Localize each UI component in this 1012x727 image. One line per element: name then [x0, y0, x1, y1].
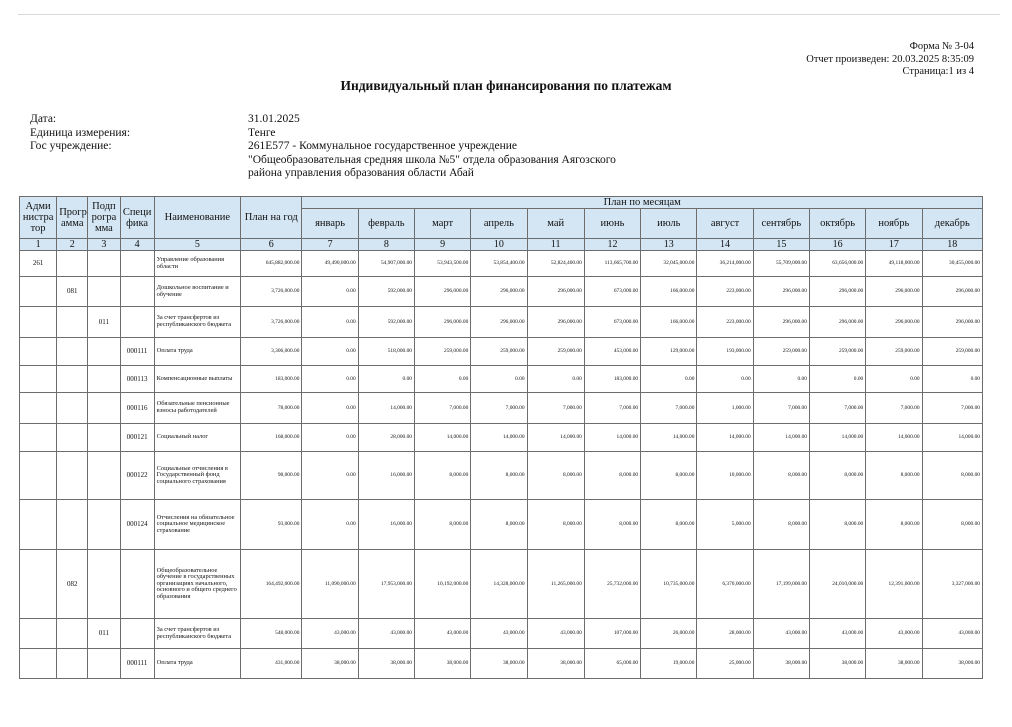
month-plan-cell: 296,000.00 [414, 307, 470, 338]
month-plan-cell: 0.00 [414, 366, 470, 393]
month-plan-cell: 296,000.00 [753, 307, 809, 338]
month-plan-cell: 8,000.00 [922, 452, 982, 500]
year-plan-cell: 645,882,000.00 [241, 251, 302, 277]
month-plan-cell: 10,000.00 [697, 452, 753, 500]
month-plan-cell: 0.00 [809, 366, 865, 393]
month-plan-cell: 38,000.00 [527, 649, 584, 679]
month-plan-cell: 43,000.00 [753, 619, 809, 649]
month-plan-cell: 49,490,000.00 [302, 251, 358, 277]
table-row [20, 649, 983, 679]
month-plan-cell: 43,000.00 [358, 619, 414, 649]
admin-cell: 261 [20, 251, 57, 277]
month-plan-cell: 296,000.00 [809, 307, 865, 338]
admin-cell [20, 500, 57, 550]
month-plan-cell: 11,090,000.00 [302, 550, 358, 619]
month-plan-cell: 0.00 [358, 366, 414, 393]
month-plan-cell: 7,000.00 [527, 393, 584, 424]
date-label: Дата: [30, 113, 57, 125]
month-plan-cell: 38,000.00 [922, 649, 982, 679]
month-plan-cell: 296,000.00 [922, 277, 982, 307]
month-header: март [414, 209, 470, 239]
month-plan-cell: 592,000.00 [358, 277, 414, 307]
month-plan-cell: 0.00 [302, 338, 358, 366]
month-plan-cell: 26,000.00 [641, 619, 697, 649]
table-row [20, 338, 983, 366]
program-cell [57, 500, 88, 550]
name-cell: За счет трансфертов из республиканского бюджета [154, 619, 240, 649]
month-plan-cell: 296,000.00 [471, 307, 527, 338]
month-plan-cell: 53,943,500.00 [414, 251, 470, 277]
month-plan-cell: 8,000.00 [809, 452, 865, 500]
month-plan-cell: 38,000.00 [866, 649, 922, 679]
org-line-2: "Общеобразовательная средняя школа №5" отдела образования Аягозского [248, 153, 616, 166]
program-cell [57, 393, 88, 424]
month-header: май [527, 209, 584, 239]
month-plan-cell: 259,000.00 [866, 338, 922, 366]
program-cell [57, 452, 88, 500]
month-header: февраль [358, 209, 414, 239]
month-plan-cell: 8,000.00 [753, 500, 809, 550]
report-produced: Отчет произведен: 20.03.2025 8:35:09 [806, 53, 974, 65]
column-number: 6 [241, 239, 302, 251]
program-cell [57, 251, 88, 277]
top-divider [18, 14, 1000, 15]
unit-label: Единица измерения: [30, 126, 131, 139]
month-header: ноябрь [866, 209, 922, 239]
month-plan-cell: 0.00 [471, 366, 527, 393]
month-plan-cell: 14,000.00 [753, 424, 809, 452]
name-cell: Оплата труда [154, 649, 240, 679]
col-admin-header: Адми нистра тор [20, 197, 57, 239]
month-plan-cell: 259,000.00 [471, 338, 527, 366]
month-plan-cell: 673,000.00 [584, 307, 640, 338]
month-plan-cell: 296,000.00 [414, 277, 470, 307]
column-number: 4 [120, 239, 154, 251]
spec-cell [120, 277, 154, 307]
month-header: октябрь [809, 209, 865, 239]
month-plan-cell: 10,192,000.00 [414, 550, 470, 619]
column-number: 13 [641, 239, 697, 251]
program-cell [57, 649, 88, 679]
column-number: 5 [154, 239, 240, 251]
month-plan-cell: 259,000.00 [753, 338, 809, 366]
table-row [20, 500, 983, 550]
admin-cell [20, 550, 57, 619]
month-plan-cell: 14,000.00 [697, 424, 753, 452]
month-plan-cell: 296,000.00 [471, 277, 527, 307]
month-plan-cell: 0.00 [302, 307, 358, 338]
month-plan-cell: 17,199,000.00 [753, 550, 809, 619]
program-cell: 081 [57, 277, 88, 307]
month-plan-cell: 0.00 [641, 366, 697, 393]
month-plan-cell: 0.00 [302, 393, 358, 424]
month-plan-cell: 193,000.00 [697, 338, 753, 366]
month-plan-cell: 38,000.00 [809, 649, 865, 679]
year-plan-cell: 548,000.00 [241, 619, 302, 649]
month-plan-cell: 8,000.00 [584, 452, 640, 500]
column-number: 14 [697, 239, 753, 251]
month-plan-cell: 16,000.00 [358, 500, 414, 550]
month-plan-cell: 43,000.00 [414, 619, 470, 649]
month-plan-cell: 55,709,000.00 [753, 251, 809, 277]
month-plan-cell: 8,000.00 [471, 452, 527, 500]
subprogram-cell [88, 277, 120, 307]
month-plan-cell: 38,000.00 [471, 649, 527, 679]
month-plan-cell: 32,045,000.00 [641, 251, 697, 277]
column-number: 11 [527, 239, 584, 251]
month-plan-cell: 3,327,000.00 [922, 550, 982, 619]
month-plan-cell: 63,656,000.00 [809, 251, 865, 277]
month-plan-cell: 38,000.00 [414, 649, 470, 679]
month-plan-cell: 65,000.00 [584, 649, 640, 679]
program-cell: 082 [57, 550, 88, 619]
month-header: июнь [584, 209, 640, 239]
year-plan-cell: 78,000.00 [241, 393, 302, 424]
month-plan-cell: 673,000.00 [584, 277, 640, 307]
month-plan-cell: 7,000.00 [922, 393, 982, 424]
subprogram-cell [88, 649, 120, 679]
subprogram-cell [88, 393, 120, 424]
table-row [20, 550, 983, 619]
month-plan-cell: 0.00 [866, 366, 922, 393]
month-plan-cell: 8,000.00 [922, 500, 982, 550]
month-plan-cell: 166,000.00 [641, 307, 697, 338]
month-plan-cell: 113,665,700.00 [584, 251, 640, 277]
month-plan-cell: 8,000.00 [527, 500, 584, 550]
name-cell: Социальные отчисления в Государственный фонд социального страхования [154, 452, 240, 500]
month-plan-cell: 17,953,000.00 [358, 550, 414, 619]
month-plan-cell: 19,000.00 [641, 649, 697, 679]
month-plan-cell: 25,000.00 [697, 649, 753, 679]
month-plan-cell: 43,000.00 [922, 619, 982, 649]
program-cell [57, 424, 88, 452]
month-plan-cell: 166,000.00 [641, 277, 697, 307]
month-plan-cell: 0.00 [302, 424, 358, 452]
spec-cell: 000116 [120, 393, 154, 424]
year-plan-cell: 164,492,000.00 [241, 550, 302, 619]
column-number: 1 [20, 239, 57, 251]
column-number: 16 [809, 239, 865, 251]
month-plan-cell: 8,000.00 [414, 452, 470, 500]
name-cell: Компенсационные выплаты [154, 366, 240, 393]
month-plan-cell: 43,000.00 [866, 619, 922, 649]
month-plan-cell: 28,000.00 [697, 619, 753, 649]
month-plan-cell: 296,000.00 [866, 307, 922, 338]
month-plan-cell: 8,000.00 [753, 452, 809, 500]
table-row [20, 452, 983, 500]
table-row [20, 366, 983, 393]
name-cell: Обязательные пенсионные взносы работодателей [154, 393, 240, 424]
column-number: 2 [57, 239, 88, 251]
month-plan-cell: 592,000.00 [358, 307, 414, 338]
spec-cell: 000111 [120, 338, 154, 366]
spec-cell: 000122 [120, 452, 154, 500]
month-plan-cell: 14,000.00 [527, 424, 584, 452]
month-plan-cell: 8,000.00 [866, 500, 922, 550]
year-plan-cell: 98,000.00 [241, 452, 302, 500]
table-row [20, 424, 983, 452]
subprogram-cell [88, 338, 120, 366]
name-cell: Отчисления на обязательное социальное медицинское страхование [154, 500, 240, 550]
spec-cell: 000113 [120, 366, 154, 393]
subprogram-cell [88, 550, 120, 619]
admin-cell [20, 649, 57, 679]
year-plan-cell: 183,000.00 [241, 366, 302, 393]
month-plan-cell: 0.00 [922, 366, 982, 393]
month-plan-cell: 8,000.00 [527, 452, 584, 500]
month-plan-cell: 7,000.00 [866, 393, 922, 424]
month-plan-cell: 49,118,000.00 [866, 251, 922, 277]
column-number: 7 [302, 239, 358, 251]
month-plan-cell: 14,000.00 [584, 424, 640, 452]
name-cell: Дошкольное воспитание и обучение [154, 277, 240, 307]
spec-cell [120, 307, 154, 338]
month-plan-cell: 14,000.00 [358, 393, 414, 424]
column-number: 10 [471, 239, 527, 251]
month-plan-cell: 0.00 [302, 500, 358, 550]
table-row [20, 251, 983, 277]
date-value: 31.01.2025 [248, 113, 300, 125]
name-cell: За счет трансфертов из республиканского бюджета [154, 307, 240, 338]
meta-date-row [30, 113, 648, 127]
name-cell: Управление образования области [154, 251, 240, 277]
spec-cell: 000124 [120, 500, 154, 550]
admin-cell [20, 619, 57, 649]
name-cell: Социальный налог [154, 424, 240, 452]
spec-cell [120, 251, 154, 277]
name-cell: Оплата труда [154, 338, 240, 366]
month-plan-cell: 453,000.00 [584, 338, 640, 366]
document-meta [30, 113, 648, 181]
month-plan-cell: 52,824,400.00 [527, 251, 584, 277]
month-plan-cell: 30,455,000.00 [922, 251, 982, 277]
subprogram-cell [88, 452, 120, 500]
subprogram-cell [88, 251, 120, 277]
month-plan-cell: 8,000.00 [809, 500, 865, 550]
month-plan-cell: 8,000.00 [866, 452, 922, 500]
year-plan-cell: 431,000.00 [241, 649, 302, 679]
month-plan-cell: 38,000.00 [302, 649, 358, 679]
year-plan-cell: 93,000.00 [241, 500, 302, 550]
subprogram-cell [88, 424, 120, 452]
month-plan-cell: 296,000.00 [866, 277, 922, 307]
month-plan-cell: 14,000.00 [866, 424, 922, 452]
month-plan-cell: 8,000.00 [584, 500, 640, 550]
month-plan-cell: 14,328,000.00 [471, 550, 527, 619]
month-plan-cell: 7,000.00 [753, 393, 809, 424]
month-plan-cell: 0.00 [302, 366, 358, 393]
column-number: 18 [922, 239, 982, 251]
month-plan-cell: 38,000.00 [358, 649, 414, 679]
column-number: 12 [584, 239, 640, 251]
month-plan-cell: 0.00 [527, 366, 584, 393]
org-label: Гос учреждение: [30, 140, 112, 152]
document-title: Индивидуальный план финансирования по платежам [340, 78, 672, 93]
month-plan-cell: 16,000.00 [358, 452, 414, 500]
month-plan-cell: 259,000.00 [414, 338, 470, 366]
month-plan-cell: 8,000.00 [641, 500, 697, 550]
col-subprogram-header: Подп рогра мма [88, 197, 120, 239]
org-line-3: района управления образования области Абай [248, 167, 474, 179]
spec-cell [120, 550, 154, 619]
month-plan-cell: 1,000.00 [697, 393, 753, 424]
month-plan-cell: 53,854,400.00 [471, 251, 527, 277]
spec-cell: 000111 [120, 649, 154, 679]
month-header: апрель [471, 209, 527, 239]
table-row [20, 277, 983, 307]
month-plan-cell: 8,000.00 [471, 500, 527, 550]
month-plan-cell: 296,000.00 [809, 277, 865, 307]
month-header: сентябрь [753, 209, 809, 239]
month-plan-cell: 129,000.00 [641, 338, 697, 366]
subprogram-cell: 011 [88, 307, 120, 338]
month-plan-cell: 0.00 [302, 452, 358, 500]
month-plan-cell: 0.00 [753, 366, 809, 393]
month-plan-cell: 14,000.00 [922, 424, 982, 452]
month-plan-cell: 11,265,000.00 [527, 550, 584, 619]
meta-unit-row [30, 127, 648, 141]
month-plan-cell: 7,000.00 [584, 393, 640, 424]
meta-org-row [30, 140, 648, 181]
name-cell: Общеобразовательное обучение в государственных организациях начального, основного и общего среднего образования [154, 550, 240, 619]
admin-cell [20, 452, 57, 500]
col-spec-header: Специ фика [120, 197, 154, 239]
unit-value: Тенге [248, 126, 276, 139]
month-plan-cell: 0.00 [697, 366, 753, 393]
subprogram-cell [88, 366, 120, 393]
month-plan-cell: 14,000.00 [641, 424, 697, 452]
column-number: 3 [88, 239, 120, 251]
year-plan-cell: 3,726,000.00 [241, 307, 302, 338]
table-row [20, 393, 983, 424]
table-row [20, 307, 983, 338]
year-plan-cell: 3,726,000.00 [241, 277, 302, 307]
month-plan-cell: 43,000.00 [302, 619, 358, 649]
month-plan-cell: 259,000.00 [809, 338, 865, 366]
admin-cell [20, 366, 57, 393]
month-plan-cell: 43,000.00 [527, 619, 584, 649]
month-header: январь [302, 209, 358, 239]
month-plan-cell: 296,000.00 [922, 307, 982, 338]
month-plan-cell: 296,000.00 [527, 307, 584, 338]
month-plan-cell: 259,000.00 [922, 338, 982, 366]
month-header: июль [641, 209, 697, 239]
month-plan-cell: 183,000.00 [584, 366, 640, 393]
spec-cell [120, 619, 154, 649]
month-plan-cell: 7,000.00 [809, 393, 865, 424]
month-plan-cell: 223,000.00 [697, 307, 753, 338]
month-plan-cell: 14,000.00 [471, 424, 527, 452]
admin-cell [20, 338, 57, 366]
month-plan-cell: 296,000.00 [527, 277, 584, 307]
month-plan-cell: 296,000.00 [753, 277, 809, 307]
month-plan-cell: 0.00 [302, 277, 358, 307]
month-header: август [697, 209, 753, 239]
month-plan-cell: 8,000.00 [641, 452, 697, 500]
form-number: Форма № 3-04 [909, 41, 974, 52]
month-plan-cell: 43,000.00 [809, 619, 865, 649]
year-plan-cell: 168,000.00 [241, 424, 302, 452]
column-number: 8 [358, 239, 414, 251]
month-plan-cell: 5,000.00 [697, 500, 753, 550]
month-plan-cell: 259,000.00 [527, 338, 584, 366]
program-cell [57, 366, 88, 393]
month-plan-cell: 38,000.00 [753, 649, 809, 679]
subprogram-cell: 011 [88, 619, 120, 649]
month-plan-cell: 12,391,000.00 [866, 550, 922, 619]
month-plan-cell: 54,907,000.00 [358, 251, 414, 277]
month-plan-cell: 107,000.00 [584, 619, 640, 649]
admin-cell [20, 393, 57, 424]
report-header-info [806, 41, 974, 79]
program-cell [57, 307, 88, 338]
org-value [248, 140, 648, 181]
month-plan-cell: 6,370,000.00 [697, 550, 753, 619]
month-plan-cell: 223,000.00 [697, 277, 753, 307]
col-program-header: Прогр амма [57, 197, 88, 239]
month-plan-cell: 25,732,000.00 [584, 550, 640, 619]
admin-cell [20, 307, 57, 338]
month-plan-cell: 518,000.00 [358, 338, 414, 366]
program-cell [57, 338, 88, 366]
col-months-header: План по месяцам [302, 197, 983, 209]
month-plan-cell: 24,010,000.00 [809, 550, 865, 619]
column-number: 17 [866, 239, 922, 251]
month-plan-cell: 14,000.00 [414, 424, 470, 452]
table-row [20, 619, 983, 649]
month-plan-cell: 8,000.00 [414, 500, 470, 550]
col-name-header: Наименование [154, 197, 240, 239]
page-number: Страница:1 из 4 [902, 66, 974, 77]
month-plan-cell: 36,214,000.00 [697, 251, 753, 277]
col-year-header: План на год [241, 197, 302, 239]
month-header: декабрь [922, 209, 982, 239]
month-plan-cell: 7,000.00 [414, 393, 470, 424]
spec-cell: 000121 [120, 424, 154, 452]
subprogram-cell [88, 500, 120, 550]
org-line-1: 261E577 - Коммунальное государственное учреждение [248, 140, 518, 152]
year-plan-cell: 3,306,000.00 [241, 338, 302, 366]
month-plan-cell: 7,000.00 [471, 393, 527, 424]
financing-plan-table [19, 196, 983, 679]
program-cell [57, 619, 88, 649]
month-plan-cell: 28,000.00 [358, 424, 414, 452]
month-plan-cell: 10,735,000.00 [641, 550, 697, 619]
admin-cell [20, 424, 57, 452]
admin-cell [20, 277, 57, 307]
month-plan-cell: 7,000.00 [641, 393, 697, 424]
month-plan-cell: 43,000.00 [471, 619, 527, 649]
month-plan-cell: 14,000.00 [809, 424, 865, 452]
column-number: 15 [753, 239, 809, 251]
column-number: 9 [414, 239, 470, 251]
